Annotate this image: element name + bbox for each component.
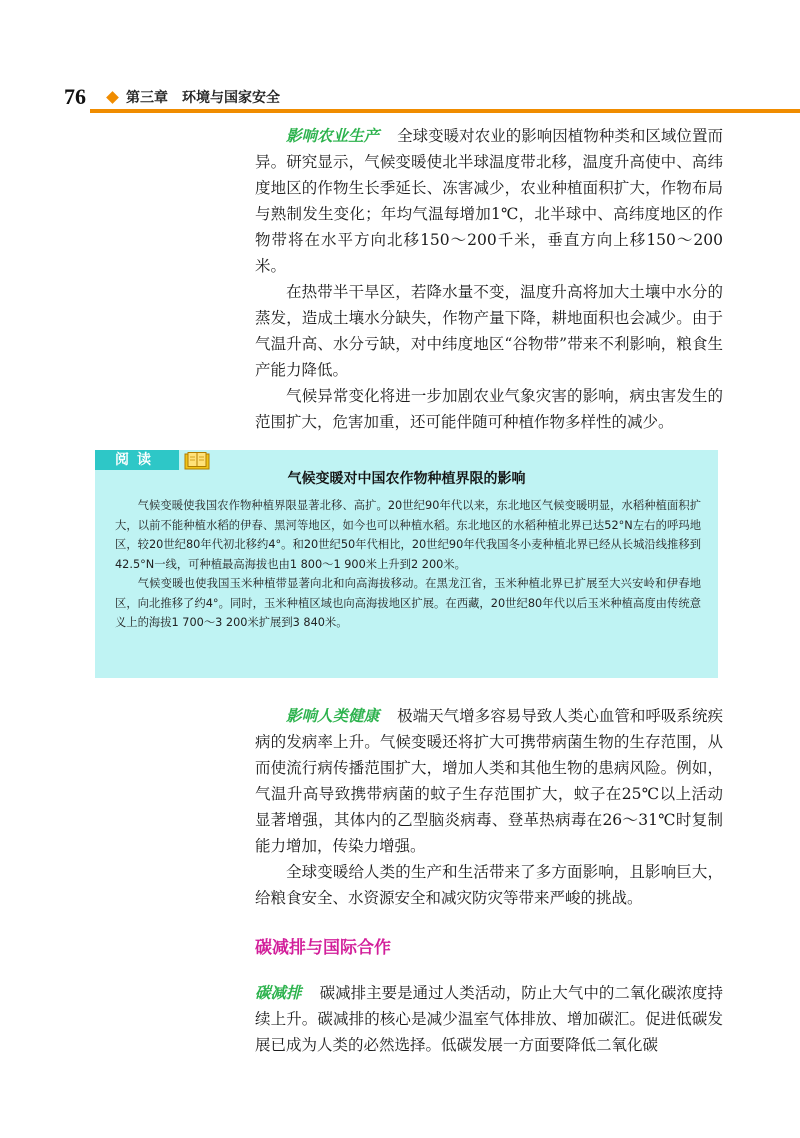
page-number: 76: [64, 84, 86, 109]
section-carbon: [255, 935, 723, 1058]
agriculture-paragraph-3: 气候异常变化将进一步加剧农业气象灾害的影响，病虫害发生的范围扩大，危害加重，还可能伴随可种植作物多样性的减少。: [255, 387, 723, 431]
carbon-paragraph-1: [255, 980, 723, 1058]
header-rule: [90, 109, 800, 113]
page-header: [0, 84, 800, 118]
health-text-1: 极端天气增多容易导致人类心血管和呼吸系统疾病的发病率上升。气候变暖还将扩大可携带病菌生物的生存范围，从而使流行病传播范围扩大，增加人类和其他生物的患病风险。例如，气温升高导致携带病菌的蚊子生存范围扩大，蚊子在25℃以上活动显著增强，其体内的乙型脑炎病毒、登革热病毒在26～31℃时复制能力增加，传染力增强。: [255, 707, 723, 855]
agriculture-paragraph-1: [255, 123, 723, 279]
section-health: [255, 703, 723, 911]
reading-body: [115, 496, 701, 633]
health-keyword: 影响人类健康: [286, 707, 380, 725]
reading-paragraph-1: 气候变暖使我国农作物种植界限显著北移、高扩。20世纪90年代以来，东北地区气候变暖明显，水稻种植面积扩大，以前不能种植水稻的伊春、黑河等地区，如今也可以种植水稻。东北地区的水稻种植北界已达52°N左右的呼玛地区，较20世纪80年代初北移约4°。和20世纪50年代相比，20世纪90年代我国冬小麦种植北界已经从长城沿线推移到42.5°N一线，可种植最高海拔也由1 800～1 900米上升到2 200米。: [115, 499, 701, 571]
health-paragraph-2: 全球变暖给人类的生产和生活带来了多方面影响，且影响巨大，给粮食安全、水资源安全和减灾防灾等带来严峻的挑战。: [255, 863, 723, 907]
section-agriculture: [255, 123, 723, 435]
carbon-text-1: 碳减排主要是通过人类活动，防止大气中的二氧化碳浓度持续上升。碳减排的核心是减少温室气体排放、增加碳汇。促进低碳发展已成为人类的必然选择。低碳发展一方面要降低二氧化碳: [255, 984, 723, 1054]
agriculture-text-1: 全球变暖对农业的影响因植物种类和区域位置而异。研究显示，气候变暖使北半球温度带北移，温度升高使中、高纬度地区的作物生长季延长、冻害减少，农业种植面积扩大，作物布局与熟制发生变化；年均气温每增加1℃，北半球中、高纬度地区的作物带将在水平方向北移150～200千米，垂直方向上移150～200米。: [255, 127, 723, 275]
agriculture-keyword: 影响农业生产: [286, 127, 380, 145]
chapter-title: 第三章 环境与国家安全: [126, 90, 280, 106]
diamond-icon: [106, 91, 119, 104]
reading-title: 气候变暖对中国农作物种植界限的影响: [287, 471, 526, 487]
reading-tag: 阅读: [95, 450, 179, 470]
health-paragraph-1: [255, 703, 723, 859]
carbon-heading: 碳减排与国际合作: [255, 938, 391, 958]
agriculture-paragraph-2: 在热带半干旱区，若降水量不变，温度升高将加大土壤中水分的蒸发，造成土壤水分缺失，作物产量下降，耕地面积也会减少。由于气温升高、水分亏缺，对中纬度地区“谷物带”带来不利影响，粮食生产能力降低。: [255, 283, 723, 379]
carbon-keyword: 碳减排: [255, 984, 302, 1002]
reading-box: [95, 450, 718, 678]
reading-paragraph-2: 气候变暖也使我国玉米种植带显著向北和向高海拔移动。在黑龙江省，玉米种植北界已扩展至大兴安岭和伊春地区，向北推移了约4°。同时，玉米种植区域也向高海拔地区扩展。在西藏，20世纪80年代以后玉米种植高度由传统意义上的海拔1 700～3 200米扩展到3 840米。: [115, 577, 701, 629]
